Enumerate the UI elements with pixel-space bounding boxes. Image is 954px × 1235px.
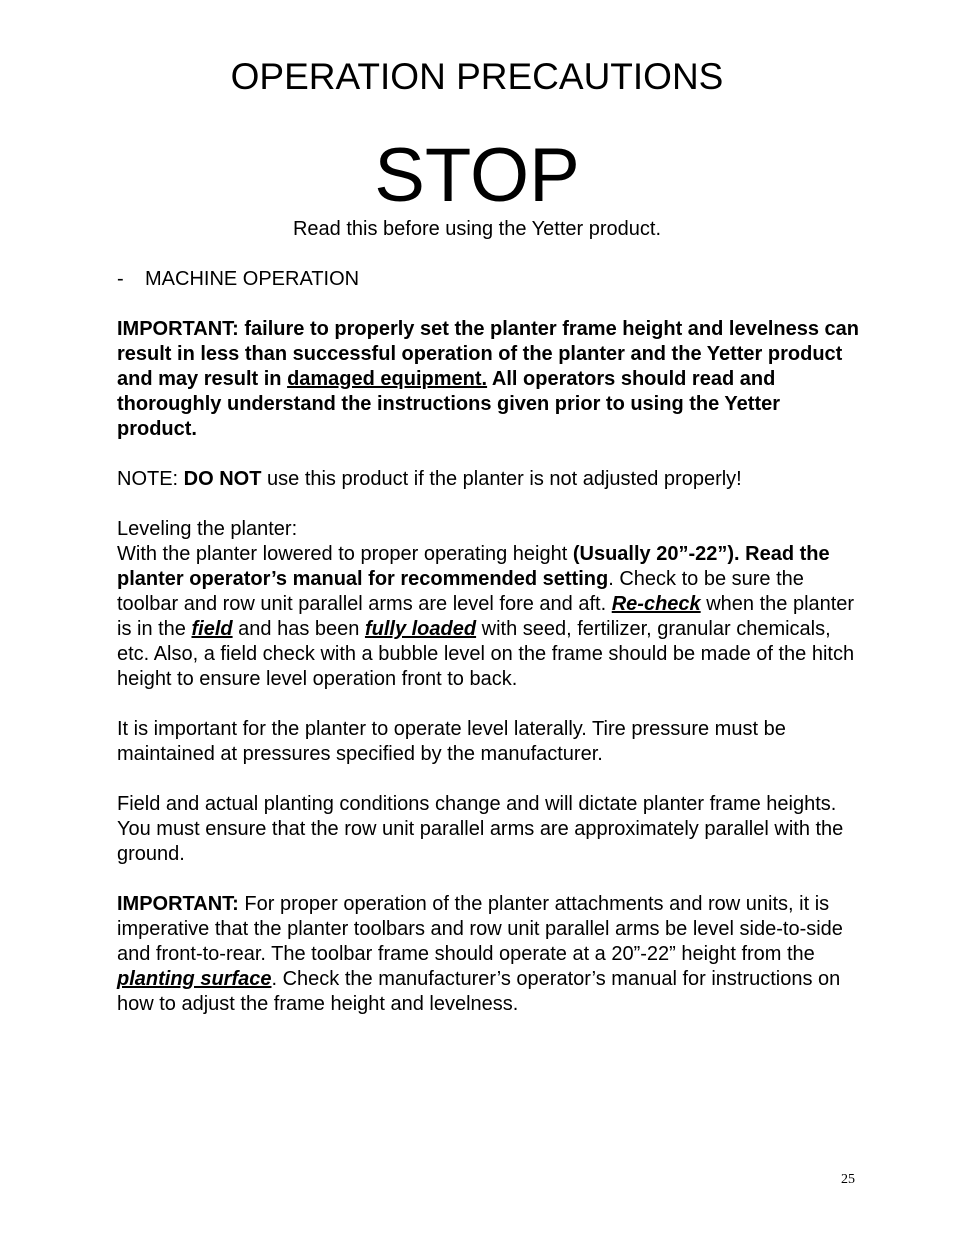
stop-heading: STOP <box>374 133 580 218</box>
damaged-equipment-emphasis: damaged equipment. <box>287 368 488 390</box>
important-paragraph-1 <box>117 317 862 442</box>
important-2-text-2: . Check the manufacturer’s operator’s manual for instructions on how to adjust the frame height and levelness. <box>117 968 841 1015</box>
note-prefix: NOTE: <box>117 468 184 490</box>
important-1-text-b: All operators should read and thoroughly understand the instructions given prior to using the Yetter product. <box>117 368 781 440</box>
field-emphasis: field <box>191 618 233 640</box>
fully-loaded-emphasis: fully loaded <box>364 618 477 640</box>
planting-surface-emphasis: planting surface <box>117 968 272 990</box>
section-label: MACHINE OPERATION <box>145 268 360 290</box>
important-paragraph-2 <box>117 892 862 1017</box>
do-not-emphasis: DO NOT <box>183 468 262 490</box>
important-2-label: IMPORTANT: <box>117 893 239 915</box>
important-2-text-1: For proper operation of the planter attachments and row units, it is imperative that the planter toolbars and row unit parallel arms be level side-to-side and front-to-rear. The toolbar frame should operate at a 20”-22” height from the <box>117 893 843 965</box>
important-1-text-a: IMPORTANT: failure to properly set the planter frame height and levelness can result in less than successful operation of the planter and the Yetter product and may result in <box>117 318 860 390</box>
note-rest: use this product if the planter is not adjusted properly! <box>261 468 742 490</box>
leveling-text-3: when the planter is in the <box>117 593 855 640</box>
recheck-emphasis: Re-check <box>611 593 701 615</box>
stop-subtitle: Read this before using the Yetter product. <box>292 218 662 240</box>
leveling-text-2: . Check to be sure the toolbar and row unit parallel arms are level fore and aft. <box>117 568 804 615</box>
field-conditions-paragraph: Field and actual planting conditions change and will dictate planter frame heights. You must ensure that the row unit parallel arms are approximately parallel with the ground. <box>117 793 844 865</box>
lateral-paragraph: It is important for the planter to operate level laterally. Tire pressure must be maintained at pressures specified by the manufacturer. <box>117 718 786 765</box>
note-paragraph <box>117 467 862 492</box>
leveling-bold-1: (Usually 20”-22”). Read the planter operator’s manual for recommended setting <box>117 543 830 590</box>
leveling-heading: Leveling the planter: <box>117 518 298 540</box>
page-title: OPERATION PRECAUTIONS <box>230 56 724 97</box>
page-number: 25 <box>841 1172 855 1187</box>
leveling-text-5: with seed, fertilizer, granular chemicals, etc. Also, a field check with a bubble level on the frame should be made of the hitch height to ensure level operation front to back. <box>117 618 855 690</box>
bullet-dash: - <box>117 268 124 290</box>
leveling-text-1: With the planter lowered to proper operating height <box>117 543 573 565</box>
body-text <box>117 267 862 1017</box>
leveling-paragraph <box>117 542 862 692</box>
section-heading <box>117 267 862 292</box>
leveling-text-4: and has been <box>232 618 365 640</box>
